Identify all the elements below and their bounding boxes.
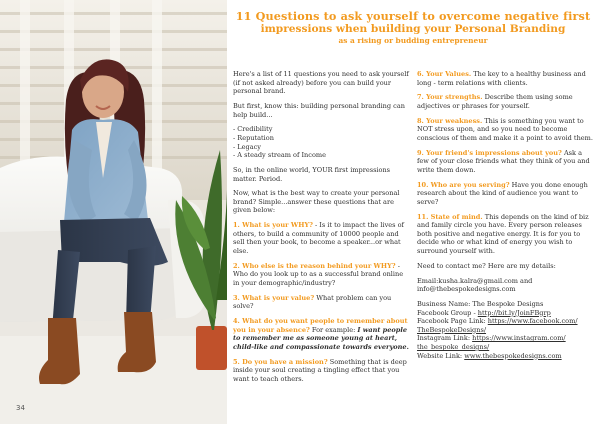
list-item: - Reputation [233, 133, 274, 142]
page-number: 34 [16, 404, 25, 412]
email-line-2: info@thebespokedesigns.com [417, 285, 516, 294]
question-11-text: This depends on the kind of biz and family circle you have. Every person releases both positive and negative energy. It is for you to decide who or what kind of energy you wish to surround yourself with. [417, 212, 589, 256]
question-4-text: For example: [309, 325, 358, 334]
question-11-label: 11. State of mind. [417, 212, 483, 221]
question-9 [417, 149, 593, 175]
list-item: - Credibility [233, 125, 273, 134]
title-line-2: impressions when building your Personal Branding [260, 23, 566, 35]
website-link[interactable]: www.thebespokedesigns.com [464, 351, 562, 360]
question-1-text: - Is it to impact the lives of others, to build a community of 10000 people and sell then your book, to become a speaker...or what else. [233, 221, 404, 256]
question-2 [233, 262, 409, 288]
email-line-1: Email:kusha.kalra@gmail.com and [417, 276, 533, 285]
question-10 [417, 181, 593, 207]
question-3 [233, 294, 409, 311]
question-9-text: Ask a few of your close friends what they think of you and write them down. [417, 148, 590, 174]
question-4-label: 4. What do you want people to remember about you in your absence? [233, 317, 408, 334]
question-8-label: 8. Your weakness. [417, 116, 483, 125]
fb-group-label: Facebook Group - [417, 308, 478, 317]
fb-page-link-continued[interactable]: TheBespokeDesigns/ [417, 325, 487, 334]
online-paragraph: So, in the online world, YOUR first impressions matter. Period. [233, 165, 391, 183]
question-10-label: 10. Who are you serving? [417, 180, 510, 189]
benefits-list [233, 125, 409, 159]
right-column [417, 70, 593, 366]
instagram-link[interactable]: https://www.instagram.com/ [472, 334, 566, 343]
contact-intro: Need to contact me? Here are my details: [417, 261, 556, 270]
question-7-label: 7. Your strengths. [417, 93, 483, 102]
page-title [232, 10, 594, 46]
fb-group-link[interactable]: http://bit.ly/JoinFBgrp [477, 308, 551, 317]
instagram-label: Instagram Link: [417, 334, 473, 343]
question-10-text: Have you done enough research about the kind of audience you want to serve? [417, 180, 588, 206]
question-7-text: Describe them using some adjectives or phrases for yourself. [417, 93, 573, 110]
left-column [233, 70, 409, 390]
question-8-text: This is something you want to NOT stress upon, and so you need to become conscious of them and make it a point to avoid them. [417, 116, 593, 142]
intro-paragraph: Here's a list of 11 questions you need to ask yourself (if not asked already) before you can build your personal brand. [233, 70, 409, 96]
author-photo [0, 0, 227, 424]
website-label: Website Link: [417, 351, 465, 360]
know-paragraph: But first, know this: building personal branding can help build... [233, 101, 405, 119]
question-8 [417, 117, 593, 143]
question-9-label: 9. Your friend's impressions about you? [417, 148, 562, 157]
question-6 [417, 70, 593, 87]
photo-illustration [0, 0, 227, 424]
question-1 [233, 221, 409, 255]
question-11 [417, 213, 593, 256]
question-7 [417, 93, 593, 110]
question-5-text: Something that is deep inside your soul creating a tingling effect that you want to teach others. [233, 357, 407, 383]
title-subtitle: as a rising or budding entrepreneur [338, 36, 488, 45]
list-item: - A steady stream of Income [233, 151, 326, 160]
question-4-example: I want people to remember me as someone young at heart, child-like and compassionate towards everyone. [233, 325, 409, 351]
question-2-label: 2. Who else is the reason behind your WHY? [233, 261, 396, 270]
fb-page-link[interactable]: https://www.facebook.com/ [487, 317, 578, 326]
business-name: Business Name: The Bespoke Designs [417, 299, 544, 308]
question-5 [233, 358, 409, 384]
question-3-label: 3. What is your value? [233, 293, 315, 302]
list-item: - Legacy [233, 142, 261, 151]
best-way-paragraph: Now, what is the best way to create your personal brand? Simple...answer these questions that are given below: [233, 189, 400, 215]
question-5-label: 5. Do you have a mission? [233, 357, 328, 366]
question-1-label: 1. What is your WHY? [233, 221, 313, 230]
question-3-text: What problem can you solve? [233, 293, 392, 311]
question-6-text: The key to a healthy business and long - term relations with clients. [417, 70, 586, 87]
question-2-text: - Who do you look up to as a successful brand online in your demographic/industry? [233, 261, 404, 287]
question-6-label: 6. Your Values. [417, 70, 472, 78]
fb-page-label: Facebook Page Link: [417, 317, 488, 326]
question-4 [233, 317, 409, 351]
title-line-1: 11 Questions to ask yourself to overcome negative first [235, 9, 591, 23]
instagram-link-continued[interactable]: the_bespoke_designs/ [417, 342, 490, 351]
email-block [417, 277, 593, 294]
contact-details [417, 300, 593, 360]
